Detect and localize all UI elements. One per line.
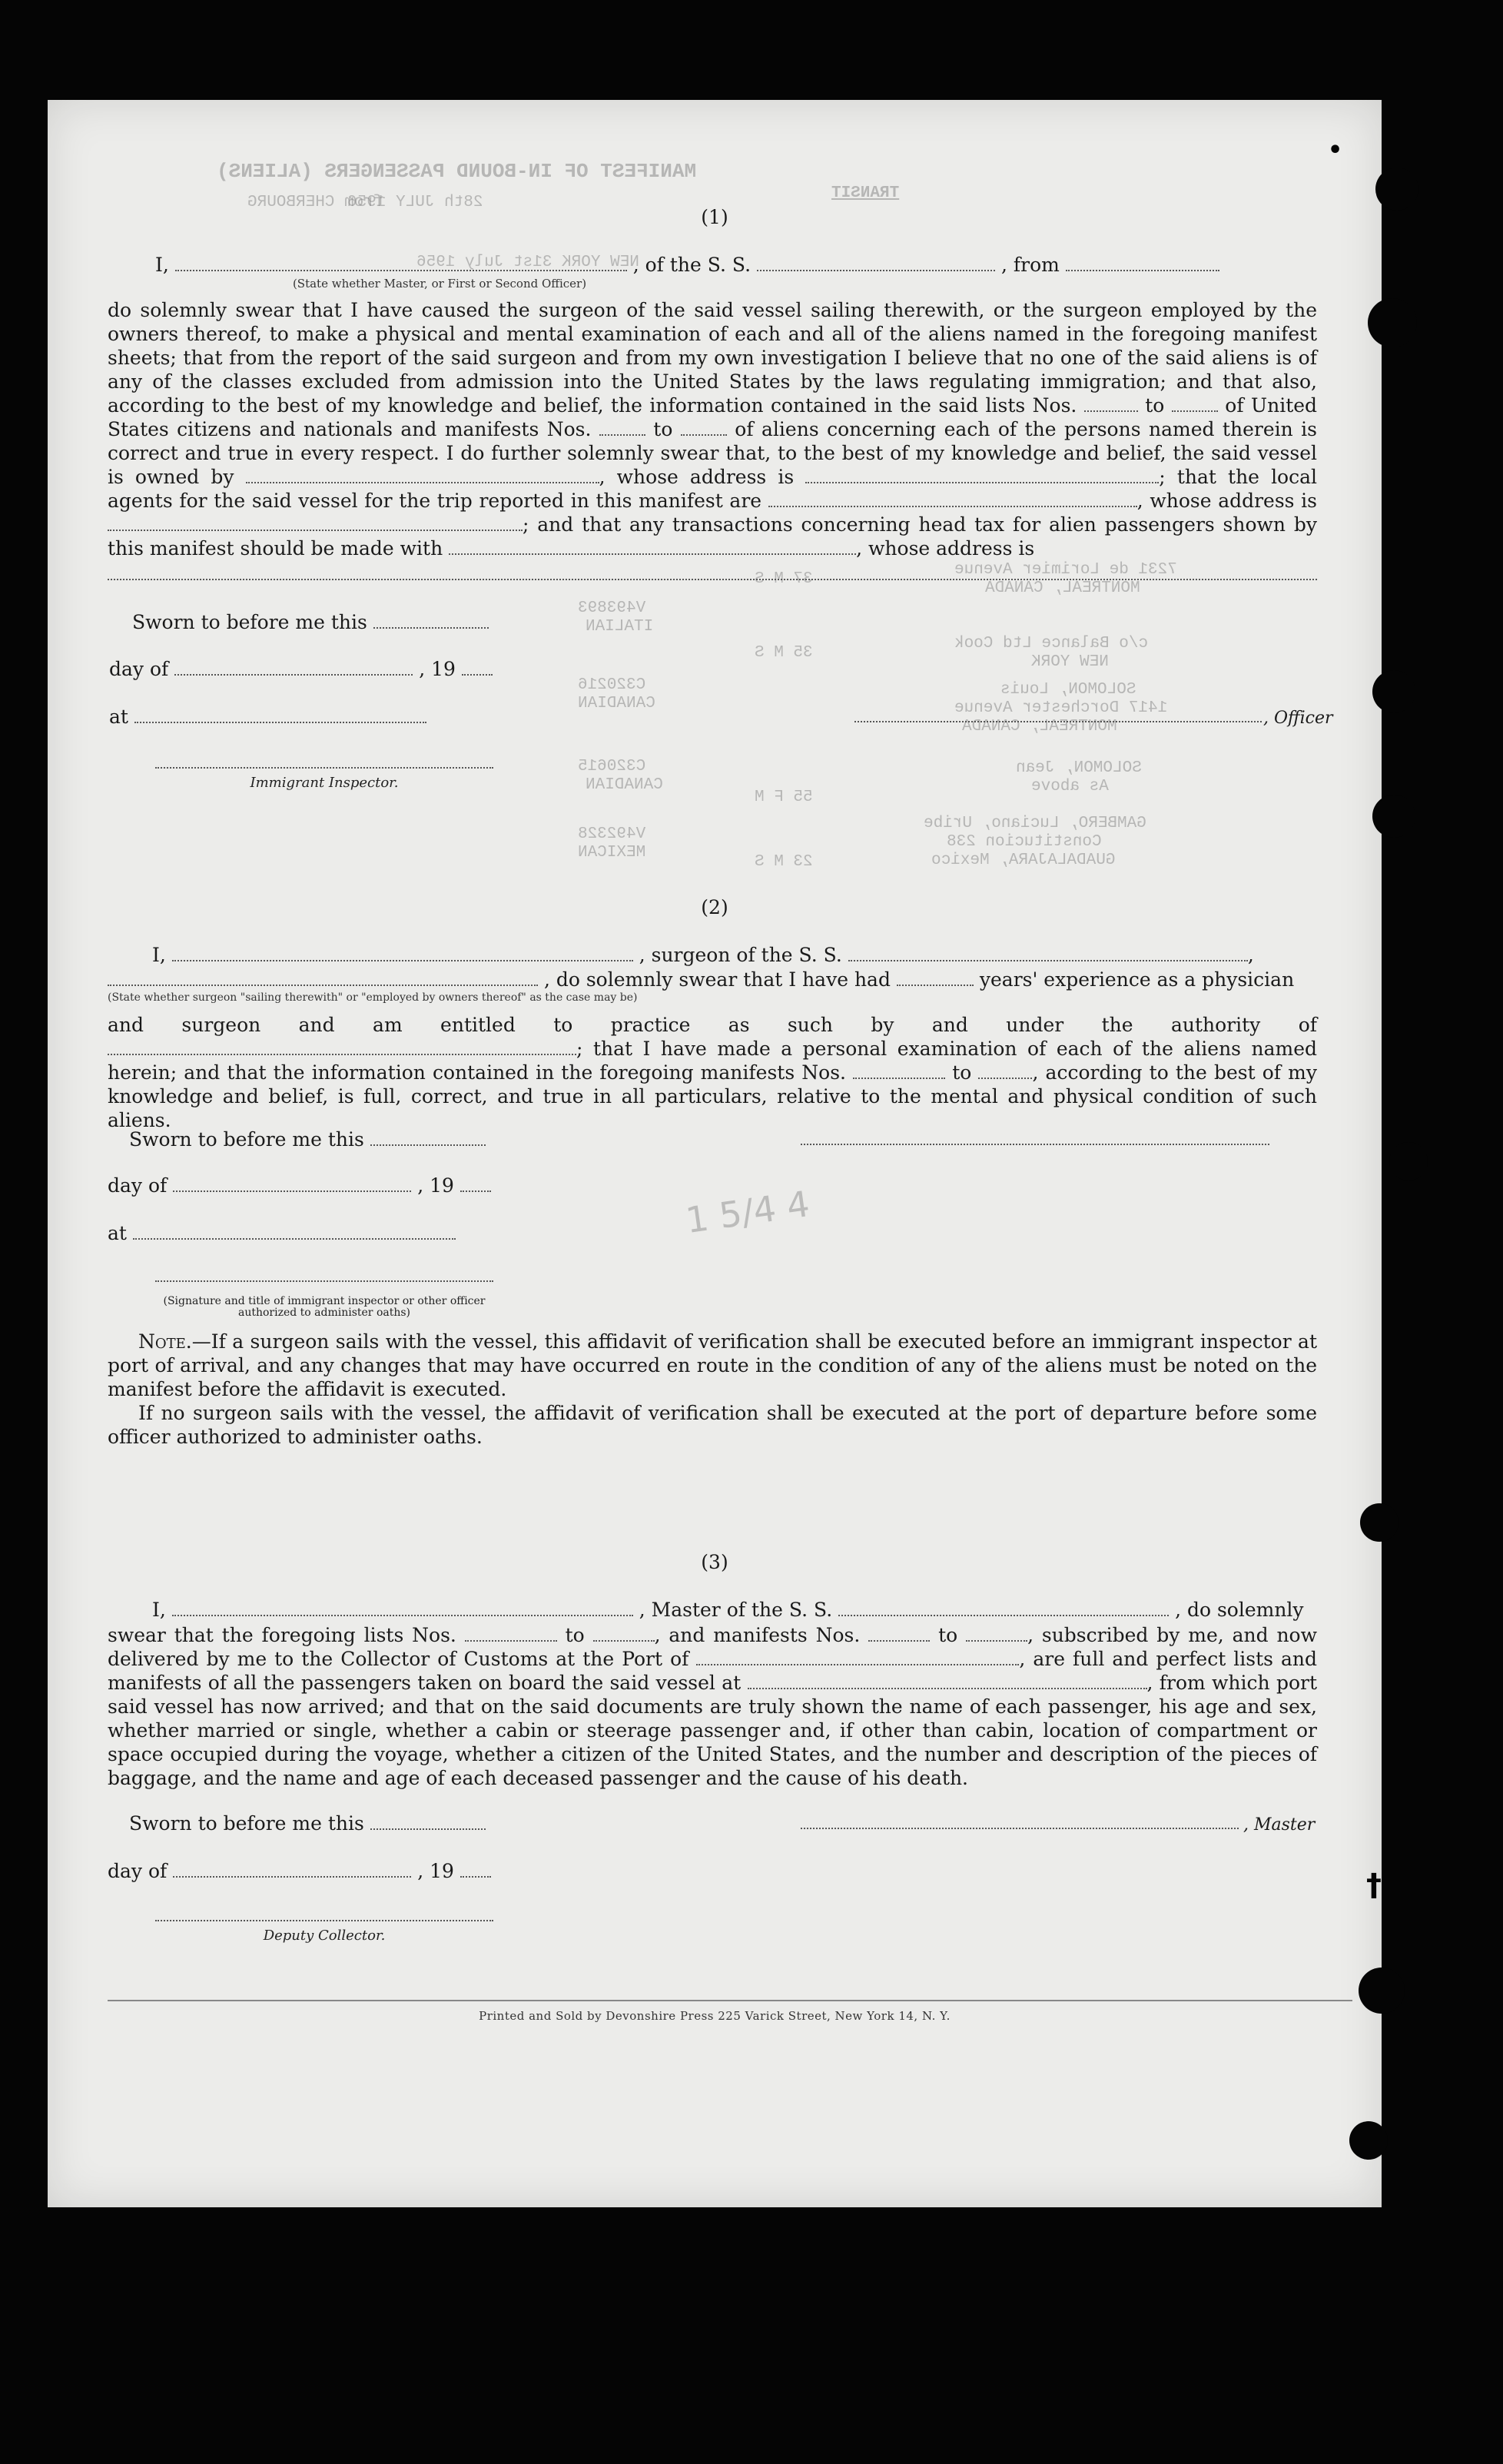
- day-of-label: day of: [108, 1174, 168, 1197]
- bleed-entry: CANADIAN: [586, 776, 663, 794]
- section-2-at: [108, 1222, 456, 1244]
- section-2-body: [108, 1013, 1317, 1132]
- body-text: ; and that any transactions concerning head tax for alien passengers shown by this manifest should be made with: [108, 513, 1317, 560]
- day-of-label: day of: [109, 658, 169, 680]
- bleed-entry: 55 F M: [755, 789, 813, 806]
- signature-caption: (Signature and title of immigrant inspector or other officer authorized to administer oaths): [163, 1295, 486, 1319]
- bleed-entry: SOLOMON, Jean: [1016, 759, 1142, 777]
- bleed-through-port: from CHERBOURG: [247, 194, 383, 211]
- section-3-number: (3): [701, 1551, 728, 1573]
- bleed-entry: NEW YORK: [1031, 653, 1109, 671]
- manifest-verification-form: [48, 100, 1382, 2207]
- port-field[interactable]: [696, 1650, 1019, 1665]
- binder-hole: [1360, 1503, 1398, 1542]
- year-field[interactable]: [460, 1177, 491, 1192]
- list-to-field[interactable]: [593, 1626, 655, 1642]
- at-place-field[interactable]: [133, 1224, 456, 1240]
- at-label: at: [108, 1222, 127, 1244]
- year-label: , 19: [419, 658, 456, 680]
- section-1-body: [108, 298, 1317, 580]
- label-i: I,: [155, 254, 169, 276]
- section-2-sworn: [129, 1128, 486, 1151]
- bleed-entry: MONTREAL, CANADA: [985, 579, 1140, 597]
- section-2-line2: [108, 968, 1294, 991]
- label-surgeon-of: , surgeon of the S. S.: [639, 944, 842, 966]
- at-place-field[interactable]: [134, 708, 426, 723]
- bleed-entry: GAMBERO, Luciano, Uribe: [924, 815, 1146, 832]
- inspector-signature-line[interactable]: [155, 767, 493, 769]
- manifest-to-field[interactable]: [966, 1626, 1027, 1642]
- binder-hole: [1372, 670, 1415, 713]
- bleed-entry: MEXICAN: [578, 844, 646, 862]
- deputy-collector-signature-line[interactable]: [155, 1920, 493, 1921]
- agent-address-field[interactable]: [108, 516, 523, 531]
- master-caption: , Master: [1243, 1815, 1316, 1835]
- body-text: whose address is: [1150, 490, 1317, 512]
- body-text: , whose address is: [599, 466, 795, 488]
- body-text: to: [1145, 394, 1165, 417]
- body-text: that the local agents for the said vessel for the trip reported in this manifest are: [108, 466, 1318, 512]
- bleed-through-transit: TRANSIT: [831, 184, 900, 202]
- year-label: , 19: [417, 1174, 454, 1197]
- section-2-day: [108, 1174, 491, 1197]
- year-field[interactable]: [462, 660, 493, 676]
- owner-field[interactable]: [246, 468, 599, 483]
- body-text: to: [938, 1624, 958, 1646]
- bleed-entry: 37 M S: [755, 570, 813, 588]
- local-agents-field[interactable]: [768, 492, 1137, 507]
- section-3-lead: [152, 1599, 1304, 1621]
- bleed-entry: MONTREAL, CANADA: [962, 718, 1117, 736]
- year-field[interactable]: [460, 1862, 491, 1878]
- section-3-body: [108, 1623, 1317, 1790]
- day-of-field[interactable]: [174, 660, 413, 676]
- label-do-solemnly: , do solemnly: [1175, 1599, 1304, 1621]
- list-to-field[interactable]: [1172, 397, 1218, 412]
- sworn-label: Sworn to before me this: [132, 611, 367, 633]
- sworn-label: Sworn to before me this: [129, 1128, 364, 1151]
- sworn-label: Sworn to before me this: [129, 1812, 364, 1835]
- note-label: Note.: [138, 1330, 192, 1353]
- officer-name-field[interactable]: [175, 256, 627, 271]
- body-text: , and manifests Nos.: [654, 1624, 861, 1646]
- note-text: If no surgeon sails with the vessel, the affidavit of verification shall be executed at the port of departure before some officer authorized to administer oaths.: [108, 1402, 1317, 1448]
- officer-note: (State whether Master, or First or Second Officer): [292, 277, 587, 291]
- body-text: of United States citizens and nationals and manifests Nos.: [108, 394, 1318, 440]
- manifest-from-field[interactable]: [599, 420, 645, 436]
- manifest-to-field[interactable]: [978, 1064, 1032, 1079]
- administrator-signature-line[interactable]: [155, 1280, 493, 1282]
- head-tax-address-field[interactable]: [108, 565, 1317, 580]
- swear-label: , do solemnly swear that I have had: [543, 968, 891, 991]
- section-2-number: (2): [701, 896, 728, 918]
- sworn-date-field[interactable]: [370, 1131, 486, 1146]
- body-text: ;: [1159, 466, 1166, 488]
- bleed-entry: C320216: [578, 676, 646, 694]
- section-3-day: [108, 1860, 491, 1882]
- officer-caption: , Officer: [1263, 709, 1333, 728]
- edge-mark: •: [1328, 137, 1343, 164]
- deputy-collector-caption: Deputy Collector.: [263, 1928, 386, 1944]
- section-1-day: [109, 658, 493, 680]
- bleed-entry: C320615: [578, 758, 646, 775]
- head-tax-contact-field[interactable]: [449, 540, 856, 555]
- body-text: swear that the foregoing lists Nos.: [108, 1624, 456, 1646]
- body-text: , are full and perfect lists and manifests of all the passengers taken on board the said vessel at: [108, 1648, 1318, 1694]
- section-2-note: [108, 1330, 1317, 1449]
- body-text: to: [952, 1061, 972, 1084]
- authority-field[interactable]: [108, 1040, 576, 1055]
- edge-mark: †: [1366, 1868, 1382, 1903]
- body-text: , from which port said vessel has now arrived; and that on the said documents are truly shown the name of each passenger, his age and sex, whether married or single, whether a cabin or steerage passenger and, if other than cabin, location of compartment or space occupied during the voyage, whether a citizen of the United States, and the number and description of the pieces of baggage, and the name and age of each deceased passenger and the cause of his death.: [108, 1672, 1318, 1789]
- years-label: years' experience as a physician: [979, 968, 1295, 991]
- year-label: , 19: [417, 1860, 454, 1882]
- bleed-entry: ITALIAN: [586, 618, 654, 636]
- label-i: I,: [152, 1599, 166, 1621]
- binder-hole: [1349, 2121, 1388, 2160]
- section-1-at: [109, 706, 426, 728]
- manifest-from-field[interactable]: [853, 1064, 945, 1079]
- bleed-entry: As above: [1031, 778, 1109, 795]
- day-of-field[interactable]: [173, 1177, 411, 1192]
- body-text: , according to the best of my knowledge and belief, is full, correct, and true in all particulars, relative to the mental and physical condition of such aliens.: [108, 1061, 1317, 1131]
- immigrant-inspector-caption: Immigrant Inspector.: [250, 775, 399, 791]
- bleed-entry: Constitucion 238: [947, 833, 1102, 851]
- bleed-entry: 1417 Dorchester Avenue: [954, 699, 1168, 717]
- list-from-field[interactable]: [465, 1626, 557, 1642]
- bleed-entry: GUADALAJARA, Mexico: [931, 852, 1116, 869]
- label-master-of: , Master of the S. S.: [639, 1599, 833, 1621]
- label-of-the-ss: , of the S. S.: [632, 254, 752, 276]
- vessel-name-field[interactable]: [757, 256, 995, 271]
- bleed-through-stamp: 1 5/4 4: [683, 1183, 812, 1241]
- bleed-through-date: 28th JULY 1956: [347, 194, 483, 211]
- body-text: of aliens concerning each of the persons named therein is correct and true in every respect. I do further solemnly swear that, to the best of my knowledge and belief, the said vessel is owned by: [108, 418, 1317, 488]
- section-2-lead: I, , surgeon of the S. S. ,: [152, 944, 1254, 966]
- bleed-entry: 23 M S: [755, 853, 813, 871]
- at-label: at: [109, 706, 128, 728]
- body-text: do solemnly swear that I have caused the surgeon of the said vessel sailing therewith, or the surgeon employed by the owners thereof, to make a physical and mental examination of each and all of the aliens named in the foregoing manifest sheets; that from the report of the said surgeon and from my own investigation I believe that no one of the said aliens is of any of the classes excluded from admission into the United States by the laws regulating immigration; and that also, according to the best of my knowledge and belief, the information contained in the said lists Nos.: [108, 299, 1317, 417]
- label-from: , from: [1001, 254, 1060, 276]
- section-1-lead: [155, 254, 1219, 276]
- bleed-entry: CANADIAN: [578, 695, 655, 712]
- body-text: ,: [1136, 490, 1143, 512]
- section-1-sworn: [132, 611, 489, 633]
- day-of-field[interactable]: [173, 1862, 411, 1878]
- body-text: , subscribed by me, and now delivered by me to the Collector of Customs at the Port of: [108, 1624, 1317, 1670]
- bleed-entry: V493893: [578, 599, 646, 617]
- years-experience-field[interactable]: [897, 971, 974, 986]
- bleed-entry: V492328: [578, 825, 646, 843]
- binder-hole: [1372, 795, 1415, 838]
- surgeon-note: (State whether surgeon "sailing therewith" or "employed by owners thereof" as the case may be): [108, 991, 638, 1004]
- master-vessel-field[interactable]: [838, 1601, 1169, 1616]
- bleed-entry: SOLOMON, Louis: [1000, 681, 1136, 699]
- body-text: to: [653, 418, 673, 440]
- body-text: , whose address is: [856, 537, 1035, 560]
- section-1-number: (1): [701, 206, 728, 228]
- manifest-from-field[interactable]: [868, 1626, 930, 1642]
- surgeon-name-field[interactable]: [172, 946, 633, 961]
- bleed-entry: c/o Balance Ltd Cook: [954, 635, 1149, 653]
- master-name-field[interactable]: [172, 1601, 633, 1616]
- sworn-date-field[interactable]: [373, 613, 489, 629]
- body-text: ;: [576, 1038, 583, 1060]
- footer-rule: [108, 2000, 1352, 2001]
- departure-port-field[interactable]: [1066, 256, 1219, 271]
- boarding-port-field[interactable]: [748, 1674, 1147, 1689]
- binder-hole: [1368, 298, 1417, 347]
- bleed-through-arrival: NEW YORK 31st July 1956: [416, 254, 639, 271]
- surgeon-status-field[interactable]: [108, 971, 538, 986]
- binder-hole: [1375, 168, 1418, 211]
- master-signature-line[interactable]: [801, 1828, 1239, 1829]
- printer-imprint: Printed and Sold by Devonshire Press 225 Varick Street, New York 14, N. Y.: [479, 2009, 951, 2023]
- bleed-entry: 35 M S: [755, 644, 813, 662]
- body-text: to: [565, 1624, 585, 1646]
- list-from-field[interactable]: [1084, 397, 1138, 412]
- day-of-label: day of: [108, 1860, 168, 1882]
- binder-hole: [1389, 1142, 1428, 1181]
- label-i: I,: [152, 944, 166, 966]
- binder-hole: [1359, 1968, 1405, 2014]
- officer-signature-line[interactable]: [854, 721, 1262, 722]
- surgeon-signature-line[interactable]: [801, 1144, 1269, 1145]
- note-text: —If a surgeon sails with the vessel, this affidavit of verification shall be executed before an immigrant inspector at port of arrival, and any changes that may have occurred en route in the condition of any of the aliens must be noted on the manifest before the affidavit is executed.: [108, 1330, 1317, 1400]
- owner-address-field[interactable]: [805, 468, 1159, 483]
- section-3-sworn: [129, 1812, 486, 1835]
- manifest-to-field[interactable]: [681, 420, 727, 436]
- body-text: that I have made a personal examination of each of the aliens named herein; and that the information contained in the foregoing manifests Nos.: [108, 1038, 1318, 1084]
- bleed-through-title: MANIFEST OF IN-BOUND PASSENGERS (ALIENS): [217, 160, 697, 183]
- body-text: and surgeon and am entitled to practice as such by and under the authority of: [108, 1014, 1317, 1036]
- sworn-date-field[interactable]: [370, 1815, 486, 1830]
- surgeon-vessel-field[interactable]: [848, 946, 1248, 961]
- bleed-entry: 7231 de Lorimier Avenue: [954, 561, 1177, 579]
